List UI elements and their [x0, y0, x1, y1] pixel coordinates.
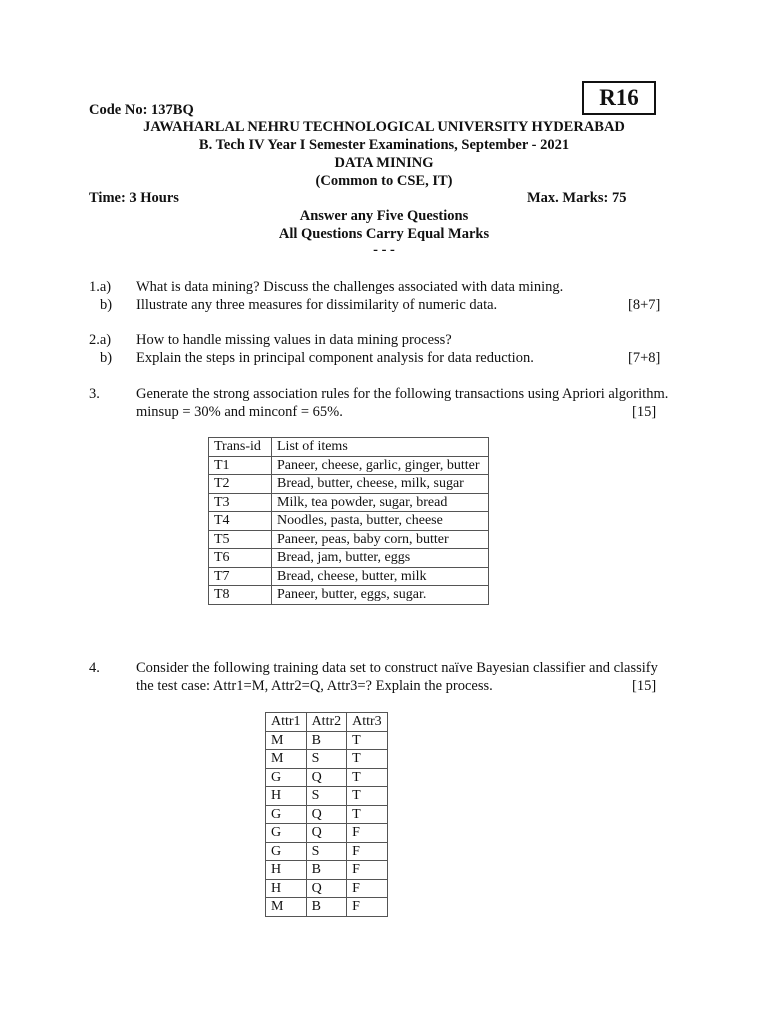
header-separator: - - - — [373, 242, 395, 258]
header-trans-id: Trans-id — [209, 438, 272, 457]
table-row — [209, 456, 489, 475]
items-cell: Bread, jam, butter, eggs — [272, 549, 489, 568]
attr2-cell: Q — [306, 824, 347, 843]
q4-text-line1: Consider the following training data set to construct naïve Bayesian classifier and classify — [136, 660, 658, 676]
header-items: List of items — [272, 438, 489, 457]
table-row — [266, 750, 388, 769]
attr3-cell: T — [347, 750, 388, 769]
attr3-cell: F — [347, 824, 388, 843]
q1a-number: 1.a) — [89, 279, 112, 295]
branches: (Common to CSE, IT) — [315, 173, 453, 189]
attr2-cell: B — [306, 861, 347, 880]
attr1-cell: G — [266, 824, 307, 843]
attr1-cell: H — [266, 787, 307, 806]
attr3-cell: T — [347, 768, 388, 787]
header-attr1: Attr1 — [266, 713, 307, 732]
table-row — [266, 731, 388, 750]
attr2-cell: Q — [306, 768, 347, 787]
attr2-cell: Q — [306, 879, 347, 898]
table-header-row — [266, 713, 388, 732]
attr3-cell: F — [347, 842, 388, 861]
q1b-number: b) — [100, 297, 113, 313]
attr1-cell: G — [266, 842, 307, 861]
q2-marks: [7+8] — [628, 350, 661, 366]
attr2-cell: S — [306, 842, 347, 861]
items-cell: Paneer, butter, eggs, sugar. — [272, 586, 489, 605]
attr1-cell: M — [266, 898, 307, 917]
max-marks: Max. Marks: 75 — [527, 190, 627, 206]
table-row — [266, 842, 388, 861]
attr2-cell: S — [306, 787, 347, 806]
attr1-cell: M — [266, 750, 307, 769]
items-cell: Milk, tea powder, sugar, bread — [272, 493, 489, 512]
table-row — [266, 768, 388, 787]
items-cell: Paneer, peas, baby corn, butter — [272, 530, 489, 549]
table-row — [209, 549, 489, 568]
table-row — [266, 824, 388, 843]
attr2-cell: S — [306, 750, 347, 769]
trans-id-cell: T3 — [209, 493, 272, 512]
attr1-cell: G — [266, 768, 307, 787]
table-row — [209, 567, 489, 586]
items-cell: Paneer, cheese, garlic, ginger, butter — [272, 456, 489, 475]
q4-marks: [15] — [632, 678, 657, 694]
q1b-text: Illustrate any three measures for dissimilarity of numeric data. — [136, 297, 498, 313]
q1-marks: [8+7] — [628, 297, 661, 313]
attr3-cell: T — [347, 731, 388, 750]
q3-text-line1: Generate the strong association rules for the following transactions using Apriori algorithm. — [136, 386, 669, 402]
header-attr2: Attr2 — [306, 713, 347, 732]
table-row — [266, 861, 388, 880]
q3-text-line2: minsup = 30% and minconf = 65%. — [136, 404, 343, 420]
attr3-cell: T — [347, 787, 388, 806]
q3-marks: [15] — [632, 404, 657, 420]
regulation-badge: R16 — [582, 81, 656, 115]
transactions-table — [208, 437, 489, 605]
table-row — [209, 493, 489, 512]
attr3-cell: F — [347, 861, 388, 880]
table-row — [209, 586, 489, 605]
exam-title: B. Tech IV Year I Semester Examinations, September - 2021 — [198, 137, 570, 153]
attr3-cell: F — [347, 898, 388, 917]
attr2-cell: B — [306, 898, 347, 917]
training-data-table — [265, 712, 388, 917]
trans-id-cell: T5 — [209, 530, 272, 549]
attr3-cell: F — [347, 879, 388, 898]
instruction-equal-marks: All Questions Carry Equal Marks — [278, 226, 490, 242]
attr1-cell: G — [266, 805, 307, 824]
table-row — [266, 805, 388, 824]
trans-id-cell: T6 — [209, 549, 272, 568]
trans-id-cell: T4 — [209, 512, 272, 531]
instruction-answer-five: Answer any Five Questions — [299, 208, 469, 224]
attr1-cell: H — [266, 861, 307, 880]
trans-id-cell: T1 — [209, 456, 272, 475]
table-header-row — [209, 438, 489, 457]
q2b-number: b) — [100, 350, 113, 366]
table-row — [266, 898, 388, 917]
items-cell: Bread, cheese, butter, milk — [272, 567, 489, 586]
q2a-number: 2.a) — [89, 332, 112, 348]
table-row — [209, 512, 489, 531]
attr1-cell: H — [266, 879, 307, 898]
time-allowed: Time: 3 Hours — [89, 190, 179, 206]
attr3-cell: T — [347, 805, 388, 824]
table-row — [209, 530, 489, 549]
table-row — [266, 787, 388, 806]
header-attr3: Attr3 — [347, 713, 388, 732]
items-cell: Noodles, pasta, butter, cheese — [272, 512, 489, 531]
q1a-text: What is data mining? Discuss the challenges associated with data mining. — [136, 279, 564, 295]
trans-id-cell: T2 — [209, 475, 272, 494]
items-cell: Bread, butter, cheese, milk, sugar — [272, 475, 489, 494]
attr1-cell: M — [266, 731, 307, 750]
attr2-cell: Q — [306, 805, 347, 824]
q2b-text: Explain the steps in principal component analysis for data reduction. — [136, 350, 534, 366]
trans-id-cell: T7 — [209, 567, 272, 586]
q2a-text: How to handle missing values in data mining process? — [136, 332, 452, 348]
q4-number: 4. — [89, 660, 100, 676]
q4-text-line2: the test case: Attr1=M, Attr2=Q, Attr3=? Explain the process. — [136, 678, 493, 694]
q3-number: 3. — [89, 386, 100, 402]
university-name: JAWAHARLAL NEHRU TECHNOLOGICAL UNIVERSITY HYDERABAD — [143, 119, 625, 135]
table-row — [209, 475, 489, 494]
code-number: Code No: 137BQ — [89, 102, 194, 118]
table-row — [266, 879, 388, 898]
attr2-cell: B — [306, 731, 347, 750]
trans-id-cell: T8 — [209, 586, 272, 605]
subject-title: DATA MINING — [334, 155, 434, 171]
